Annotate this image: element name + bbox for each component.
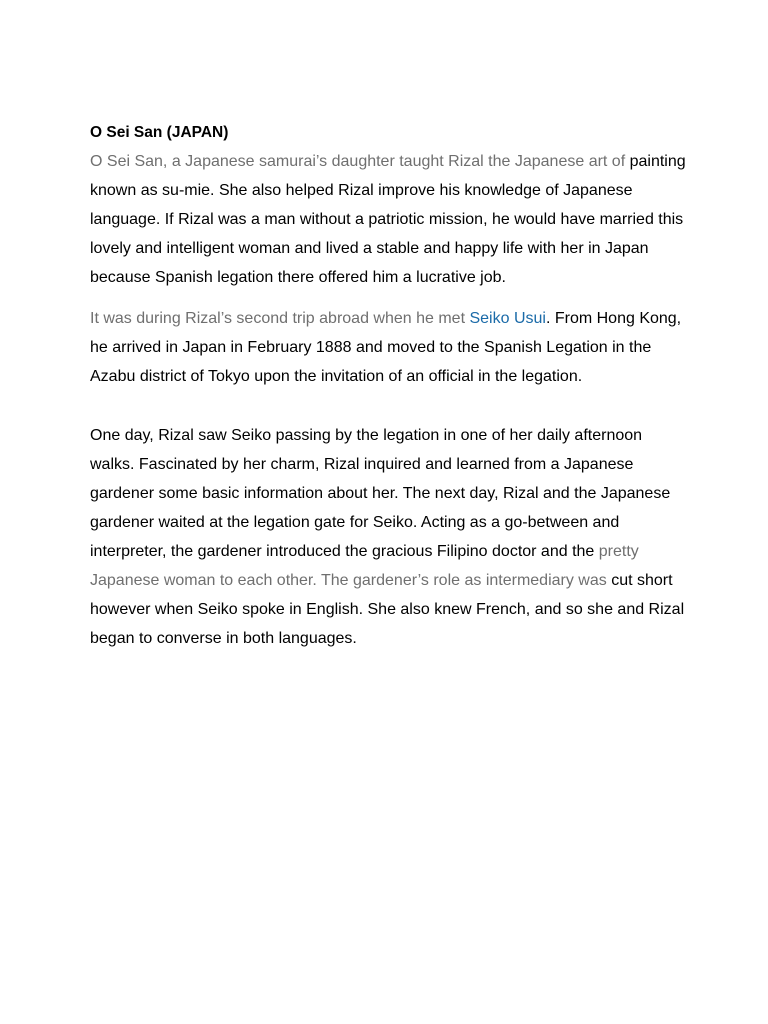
paragraph-seiko-arrival [90, 304, 690, 391]
paragraph2-lead: It was during Rizal’s second trip abroad when he met [90, 310, 470, 327]
section-heading: O Sei San (JAPAN) [90, 124, 229, 141]
paragraph3-part2: pretty Japanese woman to each other. The gardener’s role as intermediary was [90, 543, 639, 589]
paragraph2-after-link: . From Hong Kong, he arrived in Japan in February 1888 and moved to the Spanish Legation in the Azabu district of Tokyo upon the invitation of an official in the legation. [90, 310, 682, 385]
paragraph1-rest: painting known as su-mie. She also helped Rizal improve his knowledge of Japanese language. If Rizal was a man without a patriotic mission, he would have married this lovely and intelligent woman and lived a stable and happy life with her in Japan because Spanish legation there offered him a lucrative job. [90, 153, 686, 286]
seiko-usui-link[interactable]: Seiko Usui [469, 310, 546, 327]
paragraph-first-meeting [90, 421, 690, 653]
paragraph3-part3: cut short however when Seiko spoke in English. She also knew French, and so she and Rizal began to converse in both languages. [90, 572, 685, 647]
paragraph3-part1: One day, Rizal saw Seiko passing by the legation in one of her daily afternoon walks. Fascinated by her charm, Rizal inquired and learned from a Japanese gardener some basic information about her. The next day, Rizal and the Japanese gardener waited at the legation gate for Seiko. Acting as a go-between and interpreter, the gardener introduced the gracious Filipino doctor and the [90, 427, 671, 560]
document-page [90, 118, 690, 653]
paragraph-o-sei-san [90, 147, 690, 292]
paragraph1-line1: O Sei San, a Japanese samurai’s daughter taught Rizal the Japanese art of [90, 153, 626, 170]
